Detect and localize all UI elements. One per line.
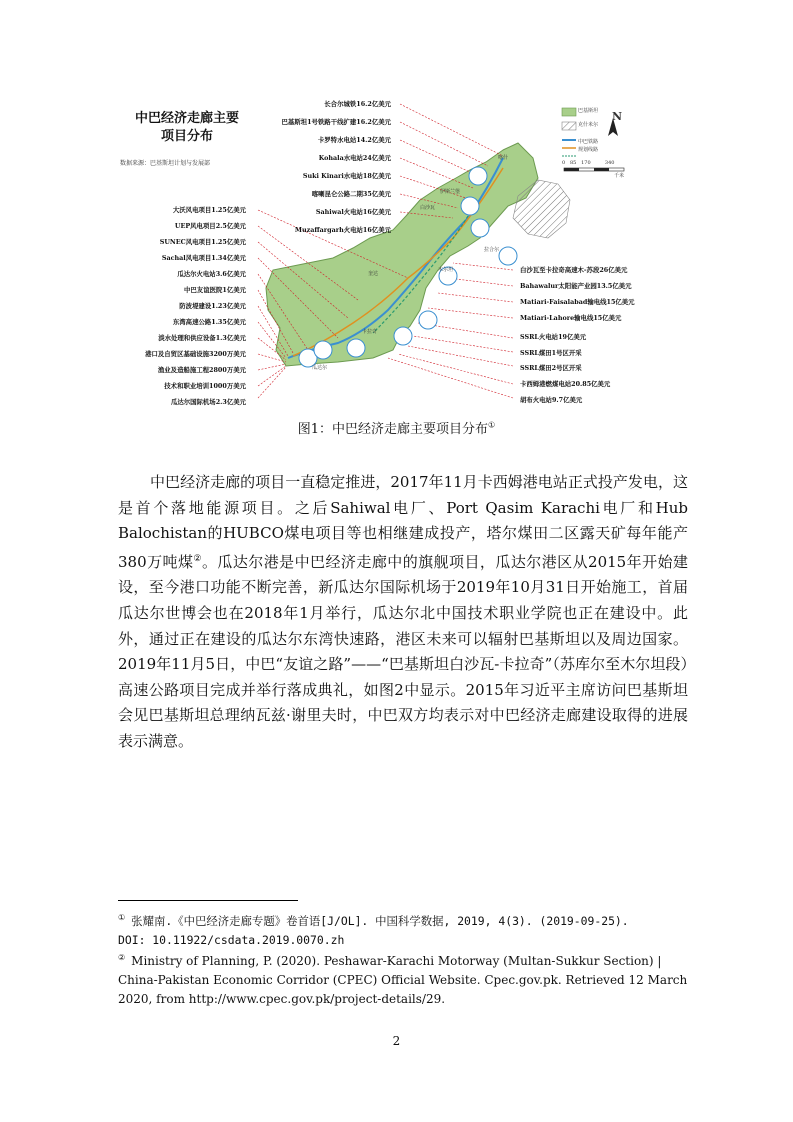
- city-kashgar: 喀什: [498, 155, 509, 161]
- footnote-2-line1: Ministry of Planning, P. (2020). Peshawar-Karachi Motorway (Multan-Sukkur Section) |: [131, 954, 662, 968]
- legend-scale: 0 85 170 340: [562, 160, 615, 166]
- left-label-0: 大沃风电项目1.25亿美元: [172, 206, 246, 214]
- right-label-4: SSRL火电站19亿美元: [520, 333, 587, 341]
- legend-unit: 千米: [614, 173, 625, 179]
- footnote-rule: [118, 900, 298, 901]
- top-label-3: Kohala水电站24亿美元: [318, 154, 391, 162]
- city-islamabad: 伊斯兰堡: [440, 189, 461, 195]
- right-label-5: SSRL煤田1号区开采: [520, 349, 582, 357]
- left-label-6: 防波堤建设1.23亿美元: [179, 302, 246, 310]
- left-label-10: 渔业及造船施工程2800万美元: [157, 366, 246, 374]
- left-label-1: UEP风电项目2.5亿美元: [174, 222, 246, 230]
- city-gwadar: 瓜达尔: [312, 365, 328, 371]
- legend-rail: 中巴铁路: [578, 139, 599, 145]
- footnote-2-line2: China-Pakistan Economic Corridor (CPEC) Official Website. Cpec.gov.pk. Retrieved 12 March: [118, 973, 688, 987]
- footnote-1: [118, 908, 688, 950]
- figure-caption: [0, 418, 793, 437]
- caption-note: ①: [488, 420, 496, 430]
- footnote-2-line3: 2020, from http://www.cpec.gov.pk/project-details/29.: [118, 992, 446, 1006]
- legend-kashmir: 克什米尔: [578, 122, 599, 128]
- right-label-8: 胡布火电站9.7亿美元: [520, 396, 583, 404]
- body-paragraph: [118, 470, 688, 755]
- top-label-7: Muzaffargarh火电站16亿美元: [294, 226, 391, 234]
- city-multan: 木尔坦: [438, 267, 454, 273]
- left-label-9: 港口及自贸区基础设施3200万美元: [145, 350, 246, 358]
- page-number: 2: [392, 1034, 401, 1048]
- city-lahore: 拉合尔: [484, 247, 500, 253]
- right-label-1: Bahawalur太阳能产业园13.5亿美元: [520, 282, 632, 290]
- legend-plan: 规划线路: [578, 147, 599, 153]
- left-label-11: 技术和职业培训1000万美元: [164, 382, 246, 390]
- paragraph-part1: 中巴经济走廊的项目一直稳定推进，2017年11月卡西姆港电站正式投产发电，这是首个落地能源项目。之后Sahiwal电厂、Port Qasim Karachi电厂和Hub Balochistan的HUBCO煤电项目等也相继建成投产，塔尔煤田二区露天矿每年能产380万吨煤: [118, 473, 688, 571]
- footnote-1-line2: DOI: 10.11922/csdata.2019.0070.zh: [118, 932, 345, 947]
- footnote-2-mark: ②: [118, 953, 126, 962]
- north-label: N: [612, 110, 623, 123]
- right-label-6: SSRL煤田2号区开采: [520, 364, 582, 372]
- top-label-0: 长合尔城铁16.2亿美元: [324, 100, 391, 108]
- city-peshawar: 白沙瓦: [420, 205, 436, 211]
- top-label-4: Suki Kinari水电站18亿美元: [302, 172, 391, 180]
- left-label-3: Sachal风电项目1.34亿美元: [161, 254, 246, 262]
- left-label-5: 中巴友谊医院1亿美元: [184, 286, 246, 294]
- footnote-2: [118, 948, 688, 1009]
- city-karachi: 卡拉奇: [362, 329, 378, 335]
- paragraph-part2: 。瓜达尔港是中巴经济走廊中的旗舰项目，瓜达尔港区从2015年开始建设，至今港口功能不断完善，新瓜达尔国际机场于2019年10月31日开始施工，首届瓜达尔世博会也在2018年1月举行，瓜达尔北中国技术职业学院也正在建设中。此外，通过正在建设的瓜达尔东湾快速路，港区未来可以辐射巴基斯坦以及周边国家。2019年11月5日，中巴“友谊之路”——“巴基斯坦白沙瓦-卡拉奇”（苏库尔至木尔坦段）高速公路项目完成并举行落成典礼，如图2中显示。2015年习近平主席访问巴基斯坦会见巴基斯坦总理纳瓦兹·谢里夫时，中巴双方均表示对中巴经济走廊建设取得的进展表示满意。: [118, 552, 688, 750]
- right-label-7: 卡西姆港燃煤电站20.85亿美元: [520, 380, 611, 388]
- right-label-3: Matiari-Lahore输电线15亿美元: [520, 314, 622, 322]
- left-label-7: 东湾高速公路1.35亿美元: [172, 318, 246, 326]
- footnote-1-line1: 张耀南.《中巴经济走廊专题》卷首语[J/OL]. 中国科学数据, 2019, 4(3). (2019-09-25).: [131, 913, 629, 928]
- figure-title-line2: 项目分布: [160, 129, 213, 144]
- left-label-2: SUNEC风电项目1.25亿美元: [159, 238, 246, 246]
- footnote-1-mark: ①: [118, 913, 126, 922]
- left-label-8: 淡水处理和供应设备1.3亿美元: [158, 334, 246, 342]
- figure-title: [132, 110, 242, 146]
- caption-text: 图1：中巴经济走廊主要项目分布: [297, 422, 489, 437]
- legend-land: 巴基斯坦: [578, 108, 599, 114]
- figure-source: 数据来源：巴基斯坦计划与发展部: [120, 160, 211, 167]
- top-label-6: Sahiwal火电站16亿美元: [315, 208, 391, 216]
- city-quetta: 奎达: [368, 271, 379, 277]
- top-label-2: 卡罗特水电站14.2亿美元: [317, 136, 391, 144]
- left-label-12: 瓜达尔国际机场2.3亿美元: [170, 398, 246, 406]
- figure-title-line1: 中巴经济走廊主要: [134, 111, 239, 126]
- left-label-4: 瓜达尔火电站3.6亿美元: [177, 270, 246, 278]
- right-label-0: 白沙瓦至卡拉奇高速木-苏段26亿美元: [520, 266, 628, 274]
- paragraph-note: ②: [193, 553, 202, 564]
- top-label-5: 喀喇昆仑公路二期35亿美元: [311, 190, 391, 198]
- right-label-2: Matiari-Faisalabad输电线15亿美元: [520, 298, 635, 306]
- top-label-1: 巴基斯坦1号铁路干线扩建16.2亿美元: [281, 118, 391, 126]
